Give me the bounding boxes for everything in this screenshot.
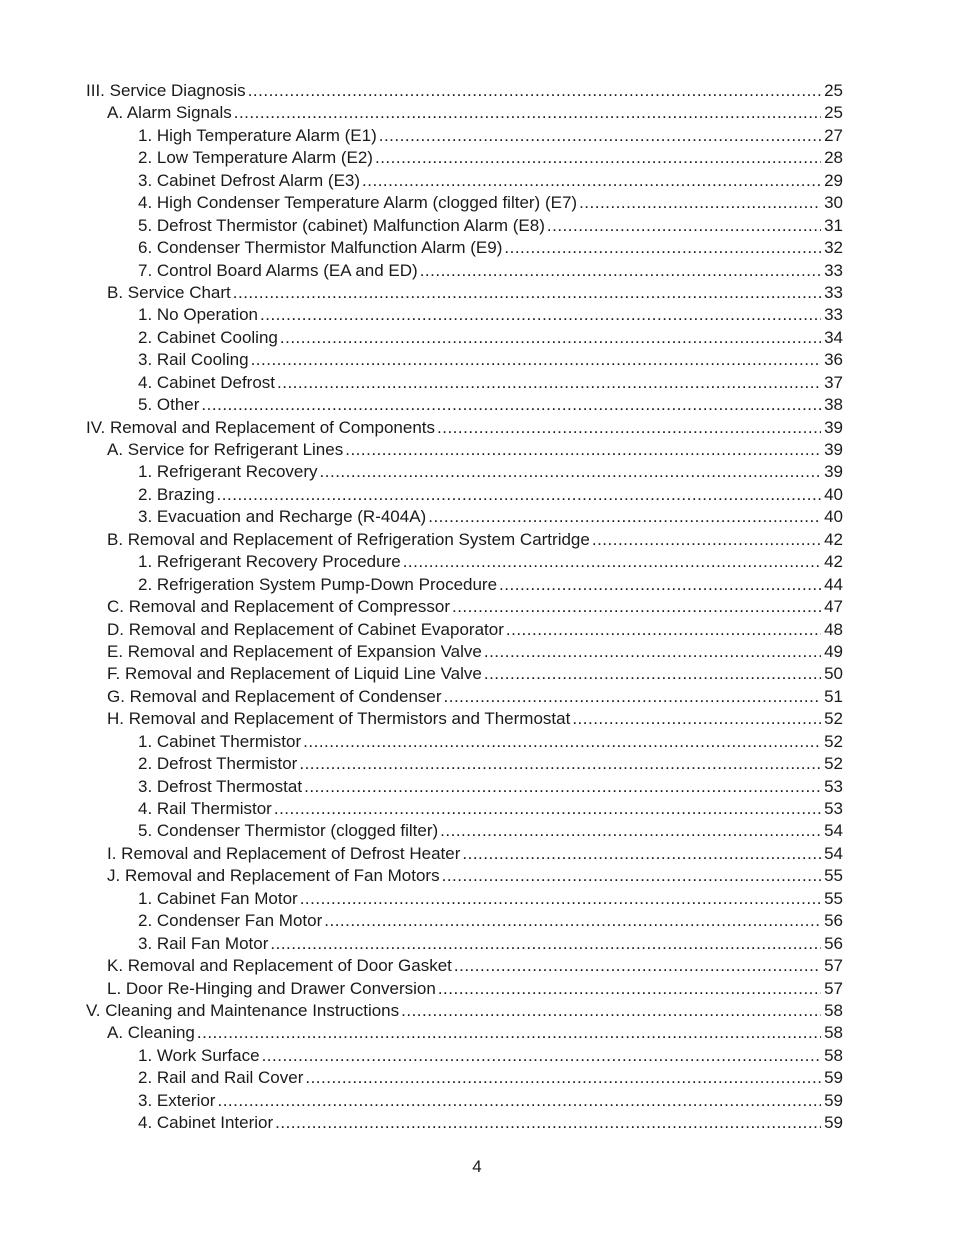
toc-entry-title: 2. Condenser Fan Motor bbox=[138, 911, 323, 931]
toc-entry bbox=[86, 641, 843, 663]
toc-entry-title: L. Door Re-Hinging and Drawer Conversion bbox=[107, 978, 436, 998]
toc-entry bbox=[86, 484, 843, 506]
toc-entry-title: G. Removal and Replacement of Condenser bbox=[107, 686, 442, 706]
toc-dot-leader bbox=[300, 888, 821, 910]
toc-entry-title: A. Cleaning bbox=[107, 1023, 195, 1043]
toc-entry bbox=[86, 192, 843, 214]
toc-dot-leader bbox=[217, 1090, 821, 1112]
toc-entry-title: C. Removal and Replacement of Compressor bbox=[107, 597, 450, 617]
toc-entry-page: 25 bbox=[824, 81, 843, 100]
toc-entry-title: 2. Refrigeration System Pump-Down Procedure bbox=[138, 574, 498, 594]
toc-entry-page: 33 bbox=[824, 305, 843, 325]
toc-dot-leader bbox=[248, 80, 821, 102]
toc-dot-leader bbox=[299, 753, 821, 775]
toc-dot-leader bbox=[277, 372, 821, 394]
toc-entry bbox=[86, 1067, 843, 1089]
toc-dot-leader bbox=[234, 102, 821, 124]
toc-entry-page: 42 bbox=[824, 529, 843, 549]
toc-entry-title: K. Removal and Replacement of Door Gasket bbox=[107, 956, 452, 976]
toc-entry bbox=[86, 461, 843, 483]
toc-entry-page: 39 bbox=[824, 440, 843, 459]
toc-entry-page: 54 bbox=[824, 843, 843, 863]
toc-dot-leader bbox=[401, 1000, 821, 1022]
toc-entry-title: 5. Condenser Thermistor (clogged filter) bbox=[138, 821, 439, 841]
toc-entry-page: 58 bbox=[824, 1045, 843, 1065]
toc-dot-leader bbox=[304, 776, 821, 798]
toc-entry-page: 52 bbox=[824, 709, 843, 729]
toc-entry bbox=[86, 372, 843, 394]
toc-entry bbox=[86, 1045, 843, 1067]
toc-dot-leader bbox=[547, 215, 821, 237]
toc-dot-leader bbox=[303, 731, 821, 753]
toc-dot-leader bbox=[572, 708, 821, 730]
toc-dot-leader bbox=[462, 843, 821, 865]
toc-entry-page: 34 bbox=[824, 327, 843, 347]
toc-entry-title: B. Removal and Replacement of Refrigeration System Cartridge bbox=[107, 529, 590, 549]
toc-entry-page: 59 bbox=[824, 1068, 843, 1088]
toc-entry-page: 29 bbox=[824, 170, 843, 190]
toc-entry bbox=[86, 1090, 843, 1112]
toc-dot-leader bbox=[592, 529, 821, 551]
toc-entry bbox=[86, 506, 843, 528]
toc-entry-page: 27 bbox=[824, 125, 843, 145]
toc-entry-title: 1. Cabinet Fan Motor bbox=[138, 888, 298, 908]
toc-entry-page: 28 bbox=[824, 148, 843, 168]
toc-entry-title: A. Alarm Signals bbox=[107, 103, 232, 123]
toc-entry bbox=[86, 865, 843, 887]
toc-entry-title: IV. Removal and Replacement of Components bbox=[86, 417, 436, 437]
toc-entry-page: 56 bbox=[824, 911, 843, 931]
toc-dot-leader bbox=[428, 506, 821, 528]
toc-entry-title: 1. Refrigerant Recovery bbox=[138, 462, 318, 482]
toc-dot-leader bbox=[305, 1067, 821, 1089]
toc-entry-title: 1. No Operation bbox=[138, 305, 259, 325]
toc-entry bbox=[86, 888, 843, 910]
toc-entry bbox=[86, 708, 843, 730]
toc-dot-leader bbox=[420, 260, 821, 282]
toc-entry-page: 38 bbox=[824, 395, 843, 415]
toc-entry bbox=[86, 1112, 843, 1134]
toc-entry-page: 30 bbox=[824, 193, 843, 213]
toc-entry-title: V. Cleaning and Maintenance Instructions bbox=[86, 1000, 400, 1020]
toc-dot-leader bbox=[262, 1045, 821, 1067]
toc-entry-page: 42 bbox=[824, 552, 843, 572]
toc-entry-title: F. Removal and Replacement of Liquid Line Valve bbox=[107, 664, 482, 684]
toc-entry bbox=[86, 596, 843, 618]
toc-entry-page: 31 bbox=[824, 215, 843, 235]
toc-entry bbox=[86, 663, 843, 685]
toc-entry-title: 4. Cabinet Defrost bbox=[138, 372, 276, 392]
toc-entry-page: 50 bbox=[824, 664, 843, 684]
toc-dot-leader bbox=[484, 641, 821, 663]
toc-entry bbox=[86, 349, 843, 371]
toc-entry bbox=[86, 304, 843, 326]
toc-entry bbox=[86, 125, 843, 147]
toc-entry bbox=[86, 753, 843, 775]
toc-dot-leader bbox=[251, 349, 821, 371]
toc-entry-title: E. Removal and Replacement of Expansion Valve bbox=[107, 641, 482, 661]
toc-dot-leader bbox=[440, 820, 821, 842]
toc-entry-page: 48 bbox=[824, 619, 843, 639]
toc-entry-page: 40 bbox=[824, 507, 843, 527]
toc-entry bbox=[86, 551, 843, 573]
toc-entry-title: 3. Exterior bbox=[138, 1090, 216, 1110]
toc-entry-page: 58 bbox=[824, 1000, 843, 1020]
toc-dot-leader bbox=[275, 1112, 821, 1134]
toc-entry-page: 57 bbox=[824, 956, 843, 976]
toc-entry bbox=[86, 619, 843, 641]
toc-entry bbox=[86, 776, 843, 798]
toc-entry bbox=[86, 394, 843, 416]
toc-entry bbox=[86, 215, 843, 237]
toc-dot-leader bbox=[197, 1022, 821, 1044]
toc-dot-leader bbox=[454, 955, 821, 977]
toc-entry bbox=[86, 843, 843, 865]
toc-entry-page: 49 bbox=[824, 641, 843, 661]
toc-entry bbox=[86, 1022, 843, 1044]
toc-entry-page: 47 bbox=[824, 597, 843, 617]
toc-entry-title: 3. Rail Fan Motor bbox=[138, 933, 269, 953]
toc-dot-leader bbox=[362, 170, 821, 192]
toc-entry-title: 4. Rail Thermistor bbox=[138, 799, 272, 818]
toc-entry-page: 52 bbox=[824, 754, 843, 774]
toc-entry bbox=[86, 327, 843, 349]
toc-entry-page: 36 bbox=[824, 350, 843, 370]
toc-dot-leader bbox=[506, 619, 821, 641]
toc-entry-title: 2. Defrost Thermistor bbox=[138, 754, 298, 774]
toc-entry-title: 3. Cabinet Defrost Alarm (E3) bbox=[138, 170, 361, 190]
toc-dot-leader bbox=[375, 147, 821, 169]
toc-entry-title: 3. Defrost Thermostat bbox=[138, 776, 303, 796]
toc-entry-title: I. Removal and Replacement of Defrost Heater bbox=[107, 843, 461, 863]
toc-dot-leader bbox=[324, 910, 821, 932]
toc-dot-leader bbox=[579, 192, 821, 214]
toc-entry bbox=[86, 910, 843, 932]
toc-dot-leader bbox=[442, 865, 821, 887]
toc-dot-leader bbox=[403, 551, 821, 573]
toc-entry-page: 33 bbox=[824, 282, 843, 302]
toc-entry-title: 5. Other bbox=[138, 395, 200, 415]
toc-dot-leader bbox=[270, 933, 821, 955]
toc-entry-page: 53 bbox=[824, 799, 843, 818]
toc-dot-leader bbox=[504, 237, 821, 259]
toc-entry-page: 37 bbox=[824, 372, 843, 392]
toc-entry bbox=[86, 80, 843, 102]
toc-dot-leader bbox=[274, 798, 821, 820]
toc-entry bbox=[86, 955, 843, 977]
toc-entry bbox=[86, 686, 843, 708]
toc-entry-title: 2. Brazing bbox=[138, 484, 215, 504]
toc-dot-leader bbox=[438, 978, 821, 1000]
toc-entry-page: 59 bbox=[824, 1113, 843, 1133]
toc-entry-title: J. Removal and Replacement of Fan Motors bbox=[107, 866, 440, 886]
toc-entry-title: 1. High Temperature Alarm (E1) bbox=[138, 125, 377, 145]
toc-entry-title: B. Service Chart bbox=[107, 282, 231, 302]
toc-entry-title: 6. Condenser Thermistor Malfunction Alarm (E9) bbox=[138, 238, 503, 258]
toc-entry-page: 44 bbox=[824, 574, 843, 594]
toc-entry-title: A. Service for Refrigerant Lines bbox=[107, 440, 344, 459]
toc-dot-leader bbox=[444, 686, 821, 708]
toc-entry-title: 4. Cabinet Interior bbox=[138, 1113, 274, 1133]
toc-entry-title: 3. Evacuation and Recharge (R-404A) bbox=[138, 507, 427, 527]
toc-entry bbox=[86, 102, 843, 124]
toc-dot-leader bbox=[437, 417, 821, 439]
toc-entry-page: 40 bbox=[824, 484, 843, 504]
toc-entry-title: 3. Rail Cooling bbox=[138, 350, 249, 370]
toc-entry-page: 54 bbox=[824, 821, 843, 841]
toc-entry bbox=[86, 933, 843, 955]
toc-entry-title: 2. Cabinet Cooling bbox=[138, 327, 278, 347]
toc-entry-title: 1. Cabinet Thermistor bbox=[138, 731, 302, 751]
toc-dot-leader bbox=[345, 439, 821, 461]
toc-entry bbox=[86, 237, 843, 259]
toc-dot-leader bbox=[280, 327, 821, 349]
toc-entry bbox=[86, 731, 843, 753]
toc-entry bbox=[86, 798, 843, 820]
toc-entry bbox=[86, 260, 843, 282]
toc-entry-title: 1. Refrigerant Recovery Procedure bbox=[138, 552, 401, 572]
toc-dot-leader bbox=[201, 394, 821, 416]
toc-entry-page: 33 bbox=[824, 260, 843, 280]
toc-entry-page: 25 bbox=[824, 103, 843, 123]
toc-entry-page: 57 bbox=[824, 978, 843, 998]
toc-entry-title: H. Removal and Replacement of Thermistors and Thermostat bbox=[107, 709, 571, 729]
toc-entry-page: 39 bbox=[824, 417, 843, 437]
toc-entry-page: 51 bbox=[824, 686, 843, 706]
toc-entry-title: 4. High Condenser Temperature Alarm (clogged filter) (E7) bbox=[138, 193, 578, 213]
toc-entry-title: III. Service Diagnosis bbox=[86, 81, 246, 100]
toc-entry bbox=[86, 574, 843, 596]
toc-entry bbox=[86, 978, 843, 1000]
toc-dot-leader bbox=[260, 304, 821, 326]
toc-entry bbox=[86, 529, 843, 551]
toc-dot-leader bbox=[452, 596, 821, 618]
toc-dot-leader bbox=[233, 282, 821, 304]
toc-dot-leader bbox=[499, 574, 821, 596]
toc-entry bbox=[86, 820, 843, 842]
toc-entry-title: 2. Low Temperature Alarm (E2) bbox=[138, 148, 373, 168]
toc-dot-leader bbox=[379, 125, 821, 147]
toc-entry-title: 5. Defrost Thermistor (cabinet) Malfunction Alarm (E8) bbox=[138, 215, 545, 235]
toc-entry-page: 39 bbox=[824, 462, 843, 482]
toc-entry bbox=[86, 439, 843, 461]
toc-dot-leader bbox=[320, 461, 821, 483]
toc-entry-title: 2. Rail and Rail Cover bbox=[138, 1068, 304, 1088]
toc-entry-page: 55 bbox=[824, 866, 843, 886]
toc-entry-page: 55 bbox=[824, 888, 843, 908]
toc-entry bbox=[86, 1000, 843, 1022]
page-number: 4 bbox=[472, 1157, 482, 1176]
toc-entry-title: 1. Work Surface bbox=[138, 1045, 260, 1065]
toc-entry bbox=[86, 170, 843, 192]
table-of-contents bbox=[86, 80, 843, 1135]
toc-dot-leader bbox=[217, 484, 821, 506]
toc-entry-page: 53 bbox=[824, 776, 843, 796]
toc-entry-title: 7. Control Board Alarms (EA and ED) bbox=[138, 260, 418, 280]
toc-dot-leader bbox=[484, 663, 821, 685]
toc-entry-page: 58 bbox=[824, 1023, 843, 1043]
toc-entry bbox=[86, 147, 843, 169]
toc-entry-page: 56 bbox=[824, 933, 843, 953]
toc-entry-page: 32 bbox=[824, 238, 843, 258]
toc-entry-page: 59 bbox=[824, 1090, 843, 1110]
toc-entry bbox=[86, 417, 843, 439]
toc-entry-page: 52 bbox=[824, 731, 843, 751]
toc-entry bbox=[86, 282, 843, 304]
toc-entry-title: D. Removal and Replacement of Cabinet Evaporator bbox=[107, 619, 504, 639]
